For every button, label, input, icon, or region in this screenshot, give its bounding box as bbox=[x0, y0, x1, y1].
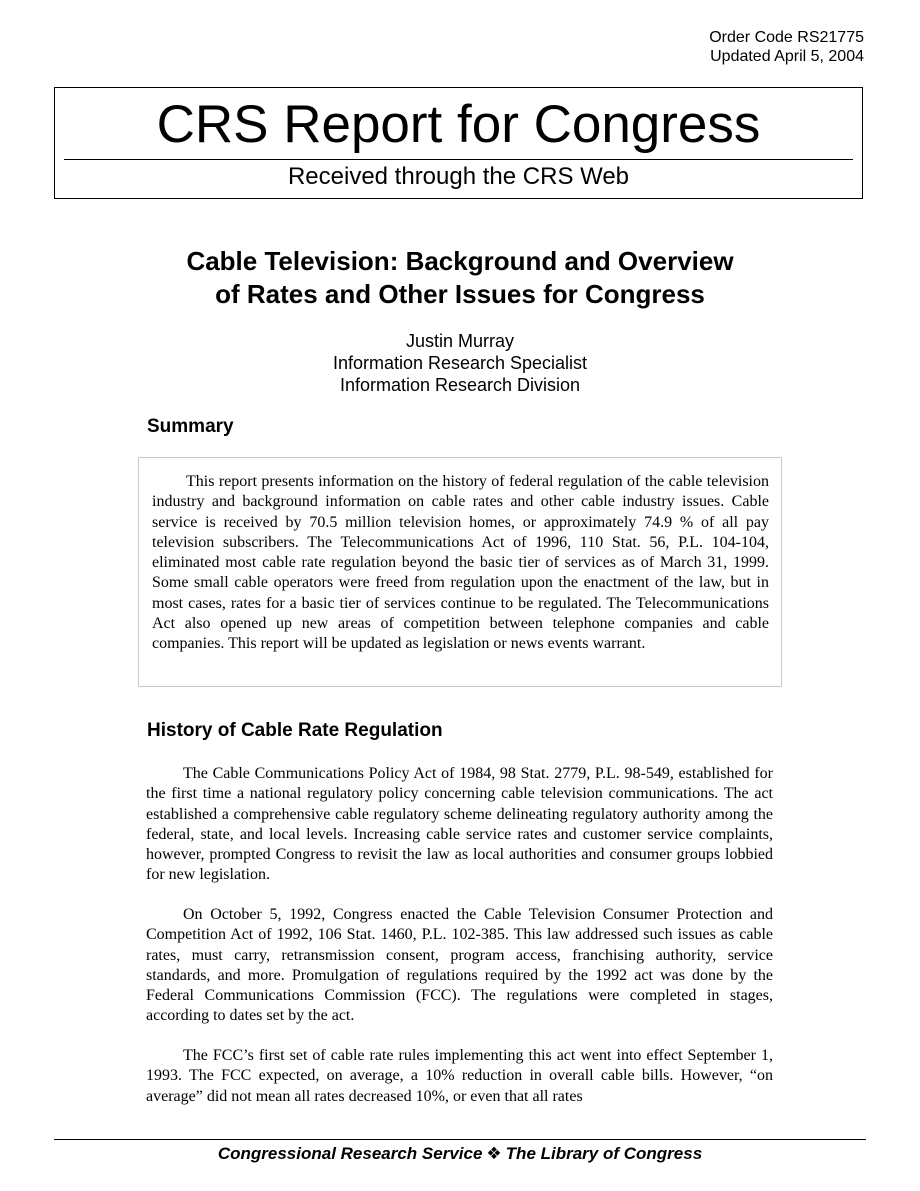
summary-text: This report presents information on the history of federal regulation of the cable television industry and background information on cable rates and other cable industry issues. Cable service is received by 70.5 million television homes, or approximately 74.9 % of all pay television subscribers. The Telecommunications Act of 1996, 110 Stat. 56, P.L. 104-104, eliminated most cable rate regulation beyond the basic tier of services as of March 31, 1999. Some small cable operators were freed from regulation upon the enactment of the law, but in most cases, rates for a basic tier of services continue to be regulated. The Telecommunications Act also opened up new areas of competition between telephone companies and cable companies. This report will be updated as legislation or news events warrant. bbox=[152, 473, 769, 653]
report-title-line1: Cable Television: Background and Overview bbox=[186, 246, 734, 276]
banner-subtitle: Received through the CRS Web bbox=[287, 163, 630, 190]
summary-box bbox=[138, 457, 782, 687]
banner-title: CRS Report for Congress bbox=[156, 95, 761, 154]
diamond-separator-icon: ❖ bbox=[486, 1144, 502, 1163]
report-title-line2: of Rates and Other Issues for Congress bbox=[215, 279, 705, 309]
footer-divider bbox=[54, 1139, 866, 1140]
banner-divider bbox=[64, 159, 853, 160]
updated-date: Updated April 5, 2004 bbox=[710, 48, 864, 65]
author-name: Justin Murray bbox=[405, 331, 515, 351]
history-heading: History of Cable Rate Regulation bbox=[147, 720, 443, 741]
footer-right: The Library of Congress bbox=[505, 1144, 703, 1163]
author-division: Information Research Division bbox=[339, 375, 581, 395]
history-paragraph-1: The Cable Communications Policy Act of 1984, 98 Stat. 2779, P.L. 98-549, established for the first time a national regulatory policy concerning cable television communications. The act established a comprehensive cable regulatory scheme delineating regulatory authority among the federal, state, and local levels. Increasing cable service rates and customer service complaints, however, prompted Congress to revisit the law as local authorities and consumer groups lobbied for new legislation. bbox=[146, 765, 773, 884]
history-paragraph-2: On October 5, 1992, Congress enacted the Cable Television Consumer Protection and Competition Act of 1992, 106 Stat. 1460, P.L. 102-385. This law addressed such issues as cable rates, must carry, retransmission consent, program access, franchising authority, service standards, and more. Promulgation of regulations required by the 1992 act was done by the Federal Communications Commission (FCC). The regulations were completed in stages, according to dates set by the act. bbox=[146, 906, 773, 1025]
footer bbox=[0, 1143, 920, 1165]
summary-heading: Summary bbox=[147, 416, 234, 437]
author-block bbox=[0, 330, 920, 396]
author-role: Information Research Specialist bbox=[332, 353, 588, 373]
report-title bbox=[100, 245, 820, 311]
order-code: Order Code RS21775 bbox=[709, 29, 864, 46]
footer-left: Congressional Research Service bbox=[217, 1144, 483, 1163]
report-banner bbox=[54, 87, 863, 199]
history-paragraph-3: The FCC’s first set of cable rate rules implementing this act went into effect September 1, 1993. The FCC expected, on average, a 10% reduction in overall cable bills. However, “on average” did not mean all rates decreased 10%, or even that all rates bbox=[146, 1047, 773, 1105]
order-code-block bbox=[709, 28, 864, 66]
